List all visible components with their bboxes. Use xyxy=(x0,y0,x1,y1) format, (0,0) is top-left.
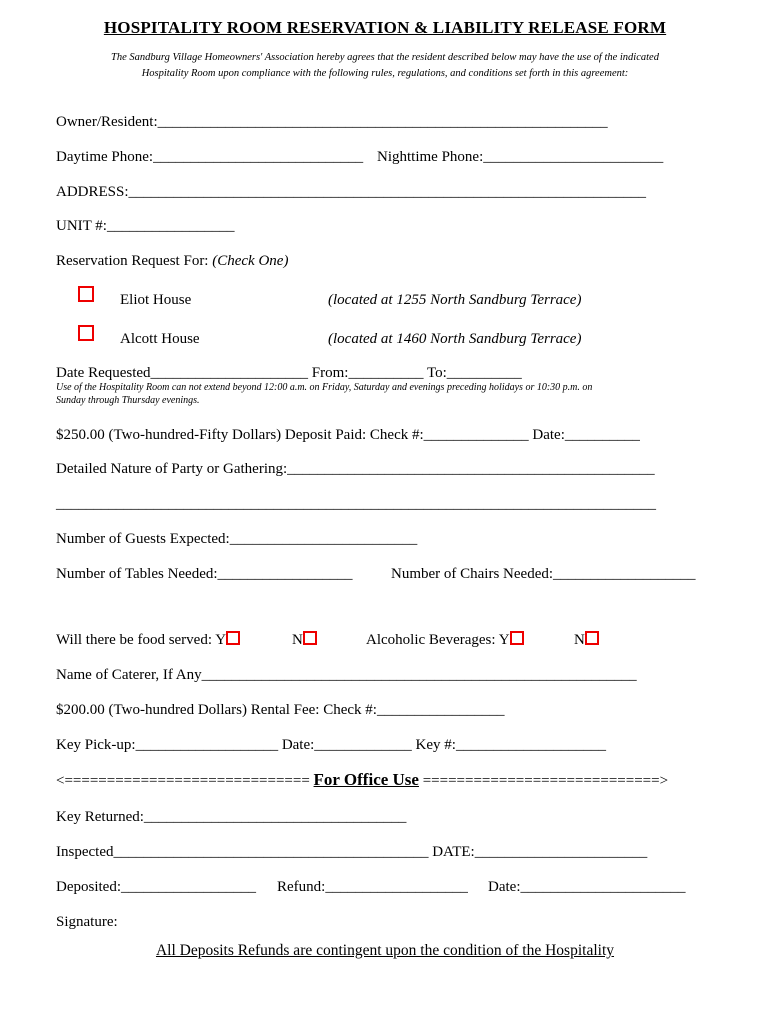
date-note-line-2: Sunday through Thursday evenings. xyxy=(56,395,200,406)
deposit-field[interactable]: $250.00 (Two-hundred-Fifty Dollars) Deposit Paid: Check #:______________ Date:__________ xyxy=(56,427,640,443)
eliot-house-label: Eliot House xyxy=(120,292,192,308)
eliot-house-location: (located at 1255 North Sandburg Terrace) xyxy=(328,292,582,308)
reservation-label-text: Reservation Request For: xyxy=(56,253,209,269)
inspected-field[interactable]: Inspected__________________________________________ DATE:_______________________ xyxy=(56,844,648,860)
intro-line-1: The Sandburg Village Homeowners' Association hereby agrees that the resident described below may have the use of the indicated xyxy=(111,52,659,63)
checkbox-icon xyxy=(78,286,94,302)
tables-needed-field[interactable]: Number of Tables Needed:__________________ xyxy=(56,566,353,582)
alcohol-no-label: N xyxy=(574,632,585,648)
food-no-label: N xyxy=(292,632,303,648)
deposited-field[interactable]: Deposited:__________________ xyxy=(56,879,256,895)
form-title: HOSPITALITY ROOM RESERVATION & LIABILITY RELEASE FORM xyxy=(103,18,667,37)
reservation-request-label xyxy=(56,252,288,270)
alcohol-yes-checkbox[interactable] xyxy=(510,631,524,645)
food-yes-checkbox[interactable] xyxy=(226,631,240,645)
office-use-heading: For Office Use xyxy=(313,770,419,789)
food-no-checkbox[interactable] xyxy=(303,631,317,645)
office-divider-left: <============================= xyxy=(56,773,314,789)
intro-text xyxy=(60,50,710,82)
refund-field[interactable]: Refund:___________________ xyxy=(277,879,468,895)
eliot-house-checkbox[interactable] xyxy=(78,286,94,307)
alcott-house-location: (located at 1460 North Sandburg Terrace) xyxy=(328,331,582,347)
owner-resident-field[interactable]: Owner/Resident:____________________________________________________________ xyxy=(56,114,608,130)
signature-field[interactable]: Signature: xyxy=(56,914,118,930)
food-served-question xyxy=(56,631,240,649)
nighttime-phone-field[interactable]: Nighttime Phone:________________________ xyxy=(377,149,664,165)
checkbox-icon xyxy=(78,325,94,341)
chairs-needed-field[interactable]: Number of Chairs Needed:___________________ xyxy=(391,566,696,582)
reservation-hint: (Check One) xyxy=(212,253,289,269)
caterer-field[interactable]: Name of Caterer, If Any__________________________________________________________ xyxy=(56,667,637,683)
intro-line-2: Hospitality Room upon compliance with the following rules, regulations, and conditions set forth in this agreement: xyxy=(141,68,629,79)
alcott-house-checkbox[interactable] xyxy=(78,325,94,346)
food-served-label: Will there be food served: Y xyxy=(56,632,227,648)
daytime-phone-field[interactable]: Daytime Phone:____________________________ xyxy=(56,149,364,165)
party-nature-field[interactable]: Detailed Nature of Party or Gathering:_________________________________________________ xyxy=(56,461,655,477)
refund-date-field[interactable]: Date:______________________ xyxy=(488,879,686,895)
rental-fee-field[interactable]: $200.00 (Two-hundred Dollars) Rental Fee: Check #:_________________ xyxy=(56,702,505,718)
party-nature-continuation[interactable]: ________________________________________________________________________________ xyxy=(56,496,656,512)
footer-note: All Deposits Refunds are contingent upon the condition of the Hospitality xyxy=(155,942,615,959)
unit-field[interactable]: UNIT #:_________________ xyxy=(56,218,235,234)
office-use-divider xyxy=(56,771,668,790)
alcohol-question xyxy=(366,631,524,649)
office-divider-right: ============================> xyxy=(418,773,669,789)
key-returned-field[interactable]: Key Returned:___________________________________ xyxy=(56,809,407,825)
address-field[interactable]: ADDRESS:_____________________________________________________________________ xyxy=(56,184,647,200)
alcohol-label: Alcoholic Beverages: Y xyxy=(366,632,510,648)
key-pickup-field[interactable]: Key Pick-up:___________________ Date:_____________ Key #:____________________ xyxy=(56,737,606,753)
guests-expected-field[interactable]: Number of Guests Expected:_________________________ xyxy=(56,531,418,547)
alcohol-no-checkbox[interactable] xyxy=(585,631,599,645)
food-no-option xyxy=(292,631,317,649)
date-requested-field[interactable]: Date Requested_____________________ From:__________ To:__________ xyxy=(56,365,522,381)
alcott-house-label: Alcott House xyxy=(120,331,200,347)
alcohol-no-option xyxy=(574,631,599,649)
date-note-line-1: Use of the Hospitality Room can not extend beyond 12:00 a.m. on Friday, Saturday and evenings preceding holidays or 10:30 p.m. on xyxy=(56,382,593,393)
